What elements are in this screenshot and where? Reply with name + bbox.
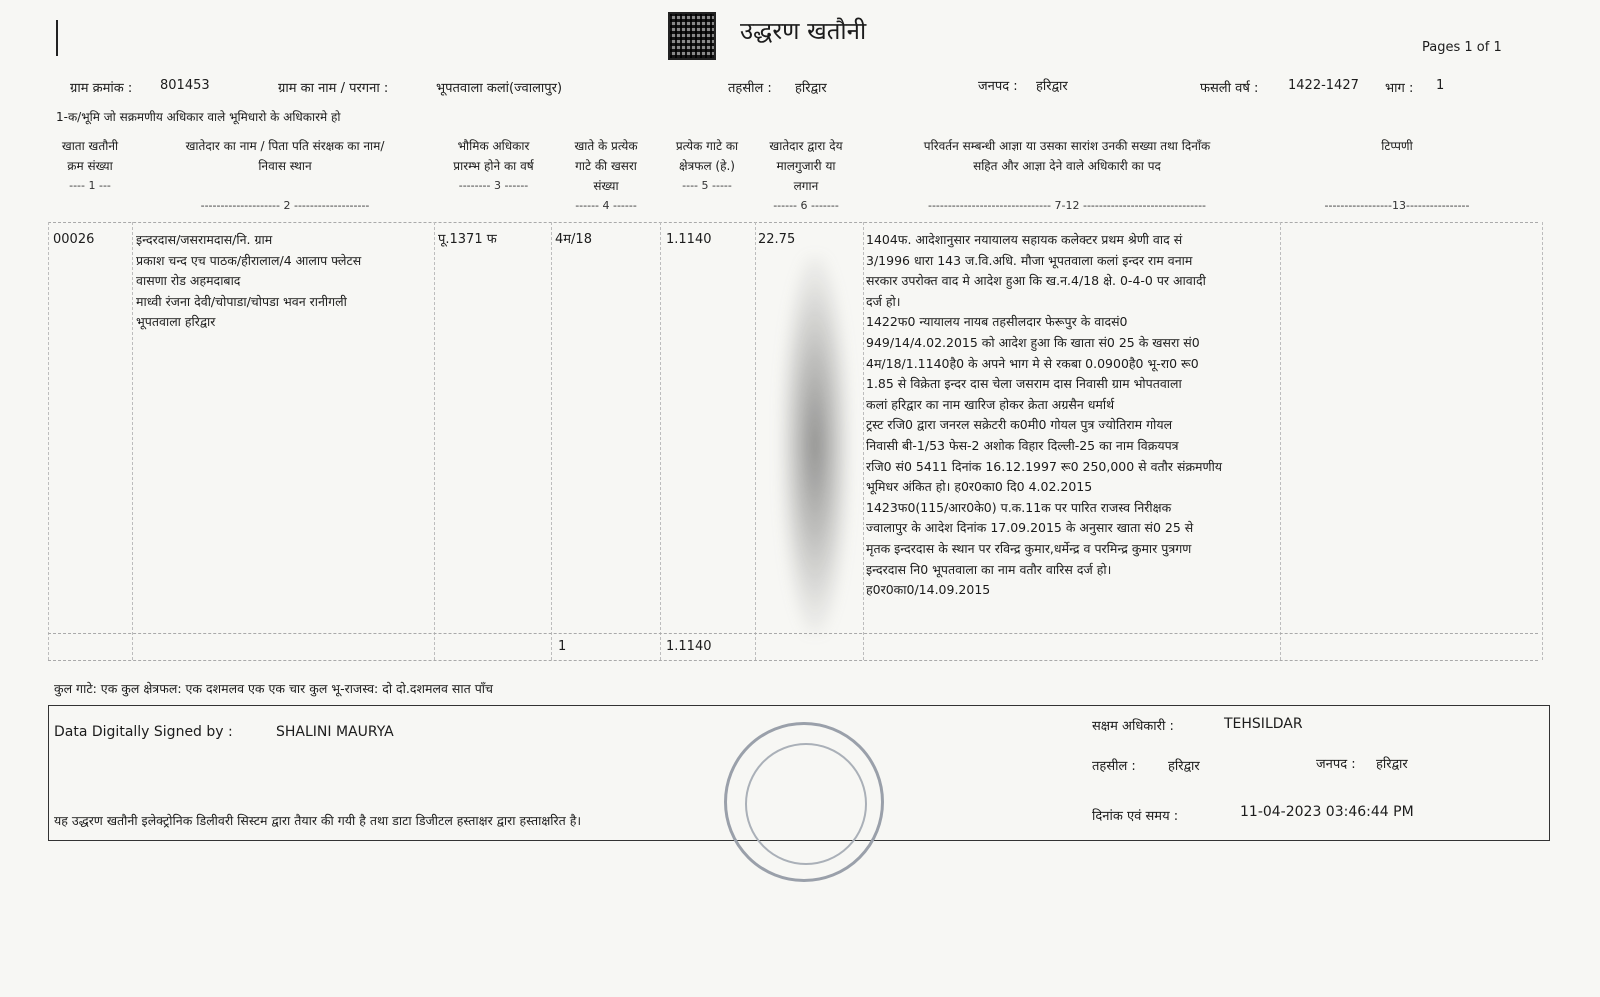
- part-label: भाग :: [1385, 81, 1414, 96]
- remark-line: ह0र0का0/14.09.2015: [866, 582, 991, 598]
- official-seal-stamp: [724, 722, 884, 882]
- khasra-number: 4म/18: [555, 232, 592, 247]
- tehsil-label: तहसील :: [728, 81, 772, 96]
- remark-line: कलां हरिद्वार का नाम खारिज होकर क्रेता अग्रसैन धर्मार्थ: [866, 396, 1115, 412]
- column-header-khata: खाता खतौनी क्रम संख्या ---- 1 ---: [61, 139, 119, 192]
- smudge-mark: [780, 255, 850, 635]
- remark-line: 4म/18/1.1140है0 के अपने भाग मे से रकबा 0.0900है0 भू-रा0 रू0: [866, 355, 1199, 371]
- table-divider: [434, 222, 435, 660]
- signed-by-name: SHALINI MAURYA: [276, 724, 394, 740]
- column-header-bhaumik: भौमिक अधिकार प्रारम्भ होने का वर्ष -------- 3 ------: [453, 139, 534, 192]
- remark-line: इन्दरदास नि0 भूपतवाला का नाम वतौर वारिस दर्ज हो।: [866, 561, 1112, 577]
- sign-district-value: हरिद्वार: [1376, 757, 1408, 772]
- district-value: हरिद्वार: [1036, 79, 1068, 94]
- sign-tehsil-label: तहसील :: [1092, 759, 1136, 774]
- remark-line: सरकार उपरोक्त वाद मे आदेश हुआ कि ख.न.4/18 क्षे. 0-4-0 पर आवादी: [866, 273, 1206, 289]
- qr-code-image: [668, 12, 716, 60]
- column-header-tippani: टिप्पणी -----------------13----------------: [1324, 139, 1470, 212]
- column-header-khasra: खाते के प्रत्येक गाटे की खसरा संख्या ------ 4 ------: [574, 139, 638, 212]
- owner-list: [136, 230, 361, 333]
- summary-line: कुल गाटे: एक कुल क्षेत्रफल: एक दशमलव एक एक चार कुल भू-राजस्व: दो दो.दशमलव सात पाँच: [54, 681, 493, 696]
- owner-line: प्रकाश चन्द एच पाठक/हीरालाल/4 आलाप फ्लेटस: [136, 252, 362, 268]
- margin-mark: [56, 20, 58, 56]
- remark-line: दर्ज हो।: [866, 293, 901, 309]
- bhaumik-year: पू.1371 फ: [438, 232, 497, 247]
- officer-label: सक्षम अधिकारी :: [1092, 719, 1174, 734]
- table-divider: [755, 222, 756, 660]
- column-header-remarks: परिवर्तन सम्बन्धी आज्ञा या उसका सारांश उनकी सख्या तथा दिनाँक सहित और आज्ञा देने वाले अधिकारी का पद ------------------------------- 7-12 -------------------------------: [923, 139, 1211, 212]
- village-name-label: ग्राम का नाम / परगना :: [278, 81, 389, 96]
- page-count: Pages 1 of 1: [1422, 40, 1502, 55]
- fasli-year-label: फसली वर्ष :: [1200, 81, 1259, 96]
- remark-line: मृतक इन्दरदास के स्थान पर रविन्द्र कुमार,धर्मेन्द्र व परमिन्द्र कुमार पुत्रगण: [866, 540, 1192, 556]
- tehsil-value: हरिद्वार: [795, 81, 827, 96]
- remark-line: 3/1996 धारा 143 ज.वि.अधि. मौजा भूपतवाला कलां इन्दर राम वनाम: [866, 252, 1193, 268]
- table-divider: [551, 222, 552, 660]
- table-bottom-rule: [48, 660, 1538, 661]
- document-title: उद्धरण खतौनी: [740, 17, 867, 45]
- table-divider: [132, 222, 133, 660]
- village-name: भूपतवाला कलां(ज्वालापुर): [436, 81, 563, 96]
- datetime-label: दिनांक एवं समय :: [1092, 809, 1179, 824]
- sign-district-label: जनपद :: [1316, 757, 1356, 772]
- total-plot-count: 1: [558, 639, 567, 654]
- owner-line: इन्दरदास/जसरामदास/नि. ग्राम: [136, 232, 273, 247]
- remark-line: निवासी बी-1/53 फेस-2 अशोक विहार दिल्ली-25 का नाम विक्रयपत्र: [866, 437, 1179, 453]
- section-heading: 1-क/भूमि जो सक्रमणीय अधिकार वाले भूमिधारो के अधिकारमे हो: [56, 110, 341, 124]
- table-divider: [660, 222, 661, 660]
- remark-line: 1422फ0 न्यायालय नायब तहसीलदार फेरूपुर के वादसं0: [866, 314, 1128, 330]
- plot-area: 1.1140: [666, 232, 712, 247]
- footer-note: यह उद्धरण खतौनी इलेक्ट्रोनिक डिलीवरी सिस्टम द्वारा तैयार की गयी है तथा डाटा डिजीटल हस्ताक्षर द्वारा हस्ताक्षरित है।: [54, 813, 582, 828]
- signed-by-label: Data Digitally Signed by :: [54, 724, 233, 740]
- village-number-label: ग्राम क्रमांक :: [70, 81, 133, 96]
- table-divider: [1280, 222, 1281, 660]
- remark-line: ट्रस्ट रजि0 द्वारा जनरल सक्रेटरी क0मी0 गोयल पुत्र ज्योतिराम गोयल: [866, 417, 1173, 433]
- total-area: 1.1140: [666, 639, 712, 654]
- village-number: 801453: [160, 78, 210, 93]
- remarks-text: [866, 230, 1276, 601]
- lagan-amount: 22.75: [758, 232, 796, 247]
- remark-line: ज्वालापुर के आदेश दिनांक 17.09.2015 के अनुसार खाता सं0 25 से: [866, 520, 1194, 536]
- column-header-lagan: खातेदार द्वारा देय मालगुजारी या लगान ------ 6 -------: [769, 139, 843, 212]
- fasli-year: 1422-1427: [1288, 78, 1359, 93]
- khata-number: 00026: [53, 232, 95, 247]
- remark-line: 1423फ0(115/आर0के0) प.क.11क पर पारित राजस्व निरीक्षक: [866, 499, 1172, 515]
- officer-value: TEHSILDAR: [1224, 716, 1303, 732]
- remark-line: 1404फ. आदेशानुसार नयायालय सहायक कलेक्टर प्रथम श्रेणी वाद सं: [866, 232, 1183, 247]
- column-header-owner: खातेदार का नाम / पिता पति संरक्षक का नाम/ निवास स्थान -------------------- 2 -------------------: [185, 139, 385, 212]
- owner-line: वासणा रोड अहमदाबाद: [136, 273, 241, 289]
- column-header-area: प्रत्येक गाटे का क्षेत्रफल (हे.) ---- 5 -----: [675, 139, 739, 192]
- remark-line: 1.85 से विक्रेता इन्दर दास चेला जसराम दास निवासी ग्राम भोपतवाला: [866, 376, 1182, 392]
- part-value: 1: [1436, 78, 1445, 93]
- owner-line: माध्वी रंजना देवी/चोपाडा/चोपडा भवन रानीगली: [136, 293, 347, 309]
- table-top-rule: [48, 222, 1538, 223]
- remark-line: 949/14/4.02.2015 को आदेश हुआ कि खाता सं0 25 के खसरा सं0: [866, 334, 1200, 350]
- owner-line: भूपतवाला हरिद्वार: [136, 314, 216, 330]
- table-divider: [48, 222, 49, 660]
- datetime-value: 11-04-2023 03:46:44 PM: [1240, 804, 1414, 820]
- remark-line: रजि0 सं0 5411 दिनांक 16.12.1997 रू0 250,000 से वतौर संक्रमणीय: [866, 458, 1223, 474]
- district-label: जनपद :: [978, 79, 1018, 94]
- table-divider: [1542, 222, 1543, 660]
- sign-tehsil-value: हरिद्वार: [1168, 759, 1200, 774]
- table-divider: [863, 222, 864, 660]
- remark-line: भूमिधर अंकित हो। ह0र0का0 दि0 4.02.2015: [866, 479, 1093, 495]
